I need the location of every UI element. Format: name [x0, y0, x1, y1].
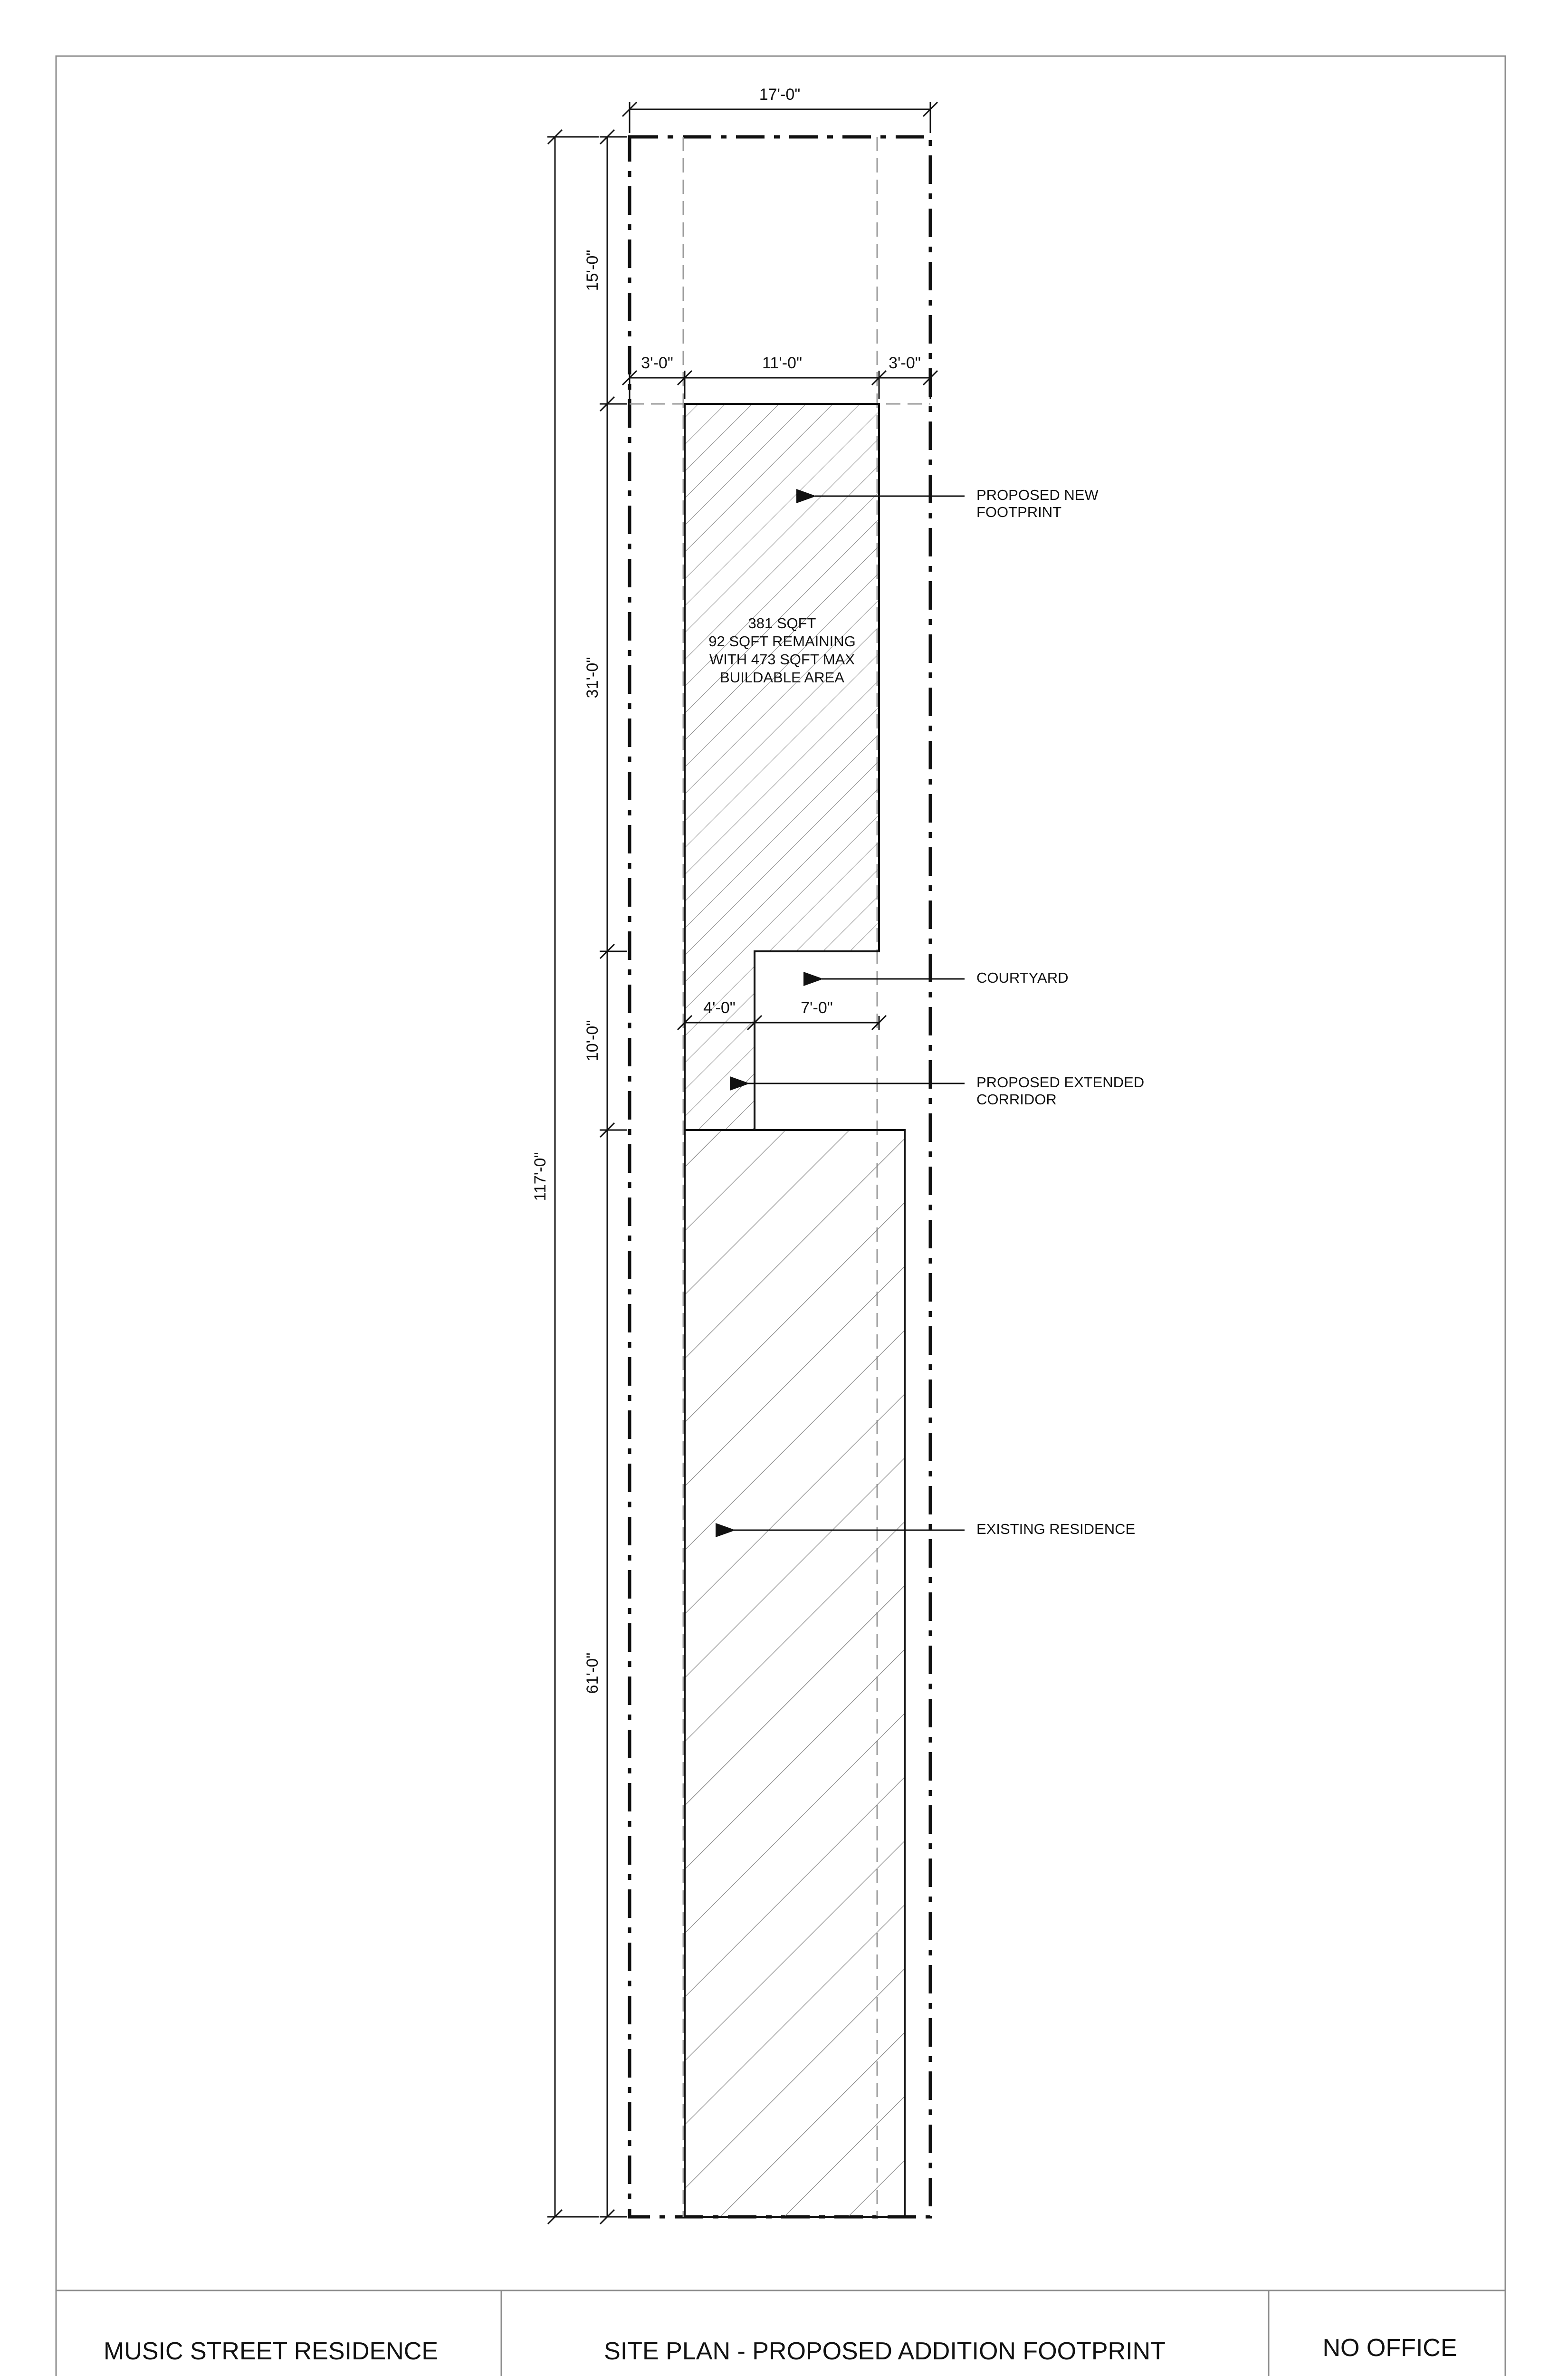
dim-right-setback: 3'-0": [889, 354, 921, 372]
dim-courtyard-width: 7'-0": [801, 999, 833, 1017]
dim-overall-width: 17'-0": [759, 86, 801, 104]
dimension-depth-chain: [600, 130, 627, 2224]
dim-left-setback: 3'-0": [641, 354, 673, 372]
existing-residence: [685, 1130, 905, 2217]
dim-new-footprint-depth: 31'-0": [583, 657, 602, 699]
title-sheet: SITE PLAN - PROPOSED ADDITION FOOTPRINT: [604, 2338, 1166, 2365]
dim-rear-setback: 15'-0": [583, 249, 602, 291]
area-note-line2: 92 SQFT REMAINING: [708, 633, 856, 650]
callout-corridor-line2: CORRIDOR: [976, 1091, 1057, 1108]
title-office: NO OFFICE: [1322, 2334, 1457, 2362]
dim-overall-depth: 117'-0": [531, 1152, 549, 1201]
callout-existing: EXISTING RESIDENCE: [976, 1521, 1136, 1537]
dim-corridor-depth: 10'-0": [583, 1020, 602, 1062]
callout-new-footprint-line2: FOOTPRINT: [976, 504, 1062, 520]
dim-existing-depth: 61'-0": [583, 1652, 602, 1694]
callout-new-footprint-line1: PROPOSED NEW: [976, 487, 1099, 503]
proposed-new-footprint: [685, 404, 879, 1130]
dimension-setback-row: [622, 371, 937, 399]
title-project: MUSIC STREET RESIDENCE: [103, 2338, 439, 2365]
dim-footprint-width: 11'-0": [762, 354, 803, 372]
dimension-overall-width: [622, 102, 937, 133]
dim-corridor-width: 4'-0": [703, 999, 736, 1017]
callout-courtyard: COURTYARD: [976, 969, 1069, 986]
area-note-line3: WITH 473 SQFT MAX: [709, 651, 855, 668]
area-note-line1: 381 SQFT: [748, 615, 816, 632]
dimension-overall-depth: [547, 130, 599, 2224]
area-note-line4: BUILDABLE AREA: [720, 669, 844, 686]
callout-corridor-line1: PROPOSED EXTENDED: [976, 1074, 1145, 1091]
